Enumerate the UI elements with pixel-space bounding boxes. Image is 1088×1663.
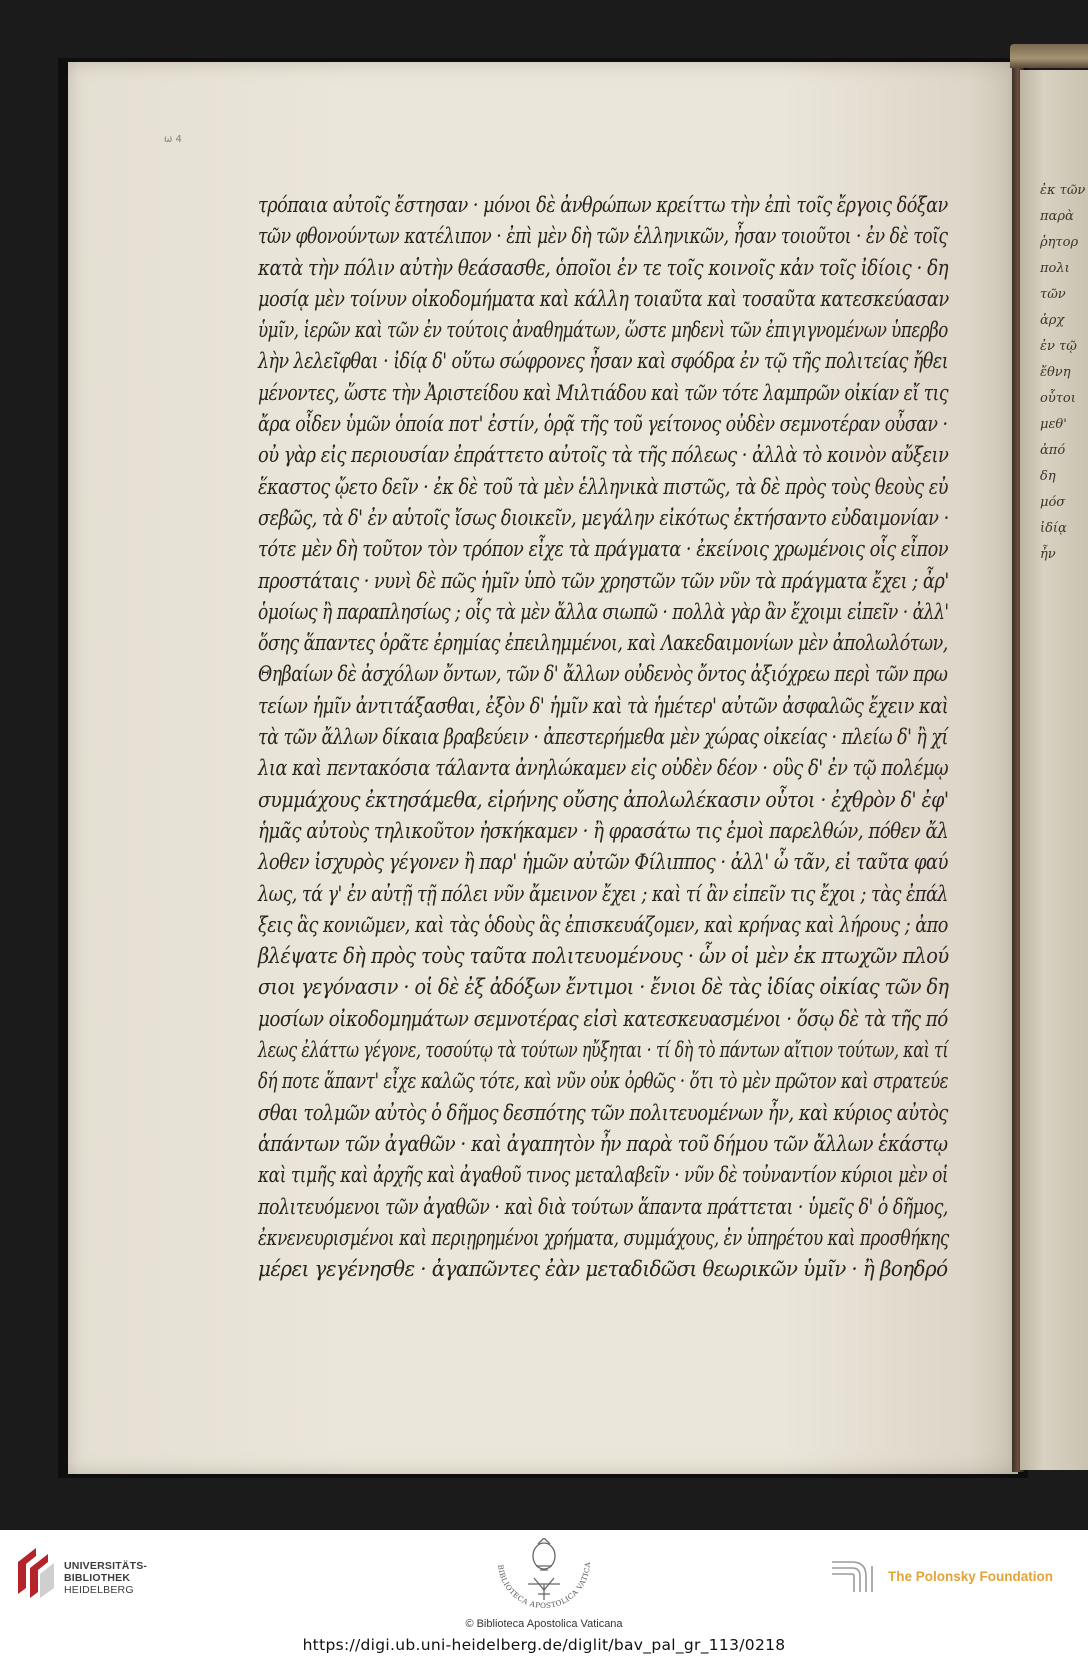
manuscript-line: λὴν λελεῖφθαι · ἰδίᾳ δ' οὕτω σώφρονες ἦσαν καὶ σφόδρα ἐν τῷ τῆς πολιτείας ἤθει	[258, 349, 949, 374]
manuscript-text-block	[258, 190, 949, 1282]
manuscript-line: λοθεν ἰσχυρὸς γέγονεν ἢ παρ' ἡμῶν αὐτῶν Φίλιππος · ἀλλ' ὦ τᾶν, εἰ ταῦτα φαύ	[258, 850, 948, 875]
vatican-seal-text: BIBLIOTECA APOSTOLICA VATICA	[496, 1561, 593, 1611]
manuscript-line: καὶ τιμῆς καὶ ἀρχῆς καὶ ἀγαθοῦ τινος μεταλαβεῖν · νῦν δὲ τοὐναντίον κύριοι μὲν οἱ	[258, 1163, 949, 1188]
permalink-url[interactable]: https://digi.ub.uni-heidelberg.de/diglit/bav_pal_gr_113/0218	[302, 1636, 786, 1654]
polonsky-mark-icon	[830, 1556, 886, 1596]
manuscript-line: οὐ γὰρ εἰς περιουσίαν ἐπράττετο αὐτοῖς τὰ τῆς πόλεως · ἀλλὰ τὸ κοινὸν αὔξειν	[258, 443, 949, 468]
manuscript-line: μέρει γεγένησθε · ἀγαπῶντες ἐὰν μεταδιδῶσι θεωρικῶν ὑμῖν · ἢ βοηδρό	[258, 1257, 948, 1282]
heidelberg-mark-icon	[14, 1544, 58, 1600]
manuscript-line: ὅσης ἅπαντες ὁρᾶτε ἐρημίας ἐπειλημμένοι, καὶ Λακεδαιμονίων μὲν ἀπολωλότων,	[258, 631, 948, 656]
manuscript-line: μένοντες, ὥστε τὴν Ἀριστείδου καὶ Μιλτιάδου καὶ τῶν τότε λαμπρῶν οἰκίαν εἴ τις	[258, 380, 949, 405]
binding-corner	[1010, 44, 1088, 68]
manuscript-line: βλέψατε δὴ πρὸς τοὺς ταῦτα πολιτευομένους · ὧν οἱ μὲν ἐκ πτωχῶν πλού	[258, 944, 949, 969]
manuscript-line: ἄρα οἶδεν ὑμῶν ὁποία ποτ' ἐστίν, ὁρᾷ τῆς τοῦ γείτονος οὐδὲν σεμνοτέραν οὖσαν ·	[258, 412, 948, 437]
manuscript-line: λεως ἐλάττω γέγονε, τοσούτῳ τὰ τούτων ηὔξηται · τί δὴ τὸ πάντων αἴτιον τούτων, καὶ τί	[258, 1038, 949, 1063]
manuscript-line: ἕκαστος ᾤετο δεῖν · ἐκ δὲ τοῦ τὰ μὲν ἑλληνικὰ πιστῶς, τὰ δὲ πρὸς τοὺς θεοὺς εὐ	[258, 474, 948, 499]
manuscript-line: σιοι γεγόνασιν · οἱ δὲ ἐξ ἀδόξων ἔντιμοι · ἔνιοι δὲ τὰς ἰδίας οἰκίας τῶν δη	[258, 975, 949, 1000]
manuscript-line: ὁμοίως ἢ παραπλησίως ; οἷς τὰ μὲν ἄλλα σιωπῶ · πολλὰ γὰρ ἂν ἔχοιμι εἰπεῖν · ἀλλ'	[258, 599, 949, 624]
heidelberg-line2: BIBLIOTHEK	[64, 1572, 131, 1584]
heidelberg-line1: UNIVERSITÄTS-	[64, 1560, 148, 1572]
margin-fragment: οὗτοι	[1040, 391, 1076, 406]
manuscript-line: σεβῶς, τὰ δ' ἐν αὑτοῖς ἴσως διοικεῖν, μεγάλην εἰκότως ἐκτήσαντο εὐδαιμονίαν ·	[258, 505, 949, 530]
margin-fragment: ἐκ τῶν	[1040, 183, 1086, 198]
manuscript-line: μοσίᾳ μὲν τοίνυν οἰκοδομήματα καὶ κάλλη τοιαῦτα καὶ τοσαῦτα κατεσκεύασαν	[258, 286, 949, 311]
heidelberg-logo[interactable]	[14, 1544, 148, 1604]
margin-fragment: μεθ'	[1040, 417, 1067, 432]
margin-fragment: ἔθνη	[1040, 365, 1071, 380]
margin-fragment: ῥητορ	[1040, 235, 1079, 250]
manuscript-line: λια καὶ πεντακόσια τάλαντα ἀνηλώκαμεν εἰς οὐδὲν δέον · οὓς δ' ἐν τῷ πολέμῳ	[258, 756, 949, 781]
vatican-seal-icon	[480, 1538, 608, 1622]
facing-leaf-margin-text	[1040, 178, 1084, 568]
manuscript-line: τρόπαια αὐτοῖς ἔστησαν · μόνοι δὲ ἀνθρώπων κρείττω τὴν ἐπὶ τοῖς ἔργοις δόξαν	[258, 193, 948, 217]
manuscript-line: ἡμᾶς αὐτοὺς τηλικοῦτον ἠσκήκαμεν · ἢ φρασάτω τις ἐμοὶ παρελθών, πόθεν ἄλ	[258, 818, 949, 843]
manuscript-line: ὑμῖν, ἱερῶν καὶ τῶν ἐν τούτοις ἀναθημάτων, ὥστε μηδενὶ τῶν ἐπιγιγνομένων ὑπερβο	[258, 318, 948, 343]
manuscript-line: προστάταις · νυνὶ δὲ πῶς ἡμῖν ὑπὸ τῶν χρηστῶν τῶν νῦν τὰ πράγματα ἔχει ; ἆρ'	[258, 568, 949, 593]
manuscript-line: συμμάχους ἐκτησάμεθα, εἰρήνης οὔσης ἀπολωλέκασιν οὗτοι · ἐχθρὸν δ' ἐφ'	[258, 787, 949, 812]
manuscript-line: τῶν φθονούντων κατέλιπον · ἐπὶ μὲν δὴ τῶν ἑλληνικῶν, ἦσαν τοιοῦτοι · ἐν δὲ τοῖς	[258, 224, 948, 249]
polonsky-logo[interactable]	[830, 1556, 1080, 1596]
heidelberg-wordmark	[64, 1560, 147, 1596]
margin-fragment: μόσ	[1040, 495, 1066, 510]
margin-fragment: ἦν	[1040, 547, 1056, 562]
margin-fragment: ἀρχ	[1040, 313, 1065, 328]
manuscript-line: δή ποτε ἅπαντ' εἶχε καλῶς τότε, καὶ νῦν οὐκ ὀρθῶς · ὅτι τὸ μὲν πρῶτον καὶ στρατεύε	[258, 1069, 949, 1094]
folio-mark: ω 4	[164, 134, 182, 145]
margin-fragment: ἐν τῷ	[1040, 339, 1077, 354]
manuscript-line: τότε μὲν δὴ τοῦτον τὸν τρόπον εἶχε τὰ πράγματα · ἐκείνοις χρωμένοις οἷς εἶπον	[258, 537, 949, 562]
manuscript-line: σθαι τολμῶν αὐτὸς ὁ δῆμος δεσπότης τῶν πολιτευομένων ἦν, καὶ κύριος αὐτὸς	[258, 1100, 948, 1125]
margin-fragment: τῶν	[1040, 287, 1066, 302]
manuscript-line: Θηβαίων δὲ ἀσχόλων ὄντων, τῶν δ' ἄλλων οὐδενὸς ὄντος ἀξιόχρεω περὶ τῶν πρω	[258, 662, 948, 687]
manuscript-line: μοσίων οἰκοδομημάτων σεμνοτέρας εἰσὶ κατεσκευασμένοι · ὅσῳ δὲ τὰ τῆς πό	[258, 1006, 948, 1031]
manuscript-line: ἐκνενευρισμένοι καὶ περιῃρημένοι χρήματα, συμμάχους, ἐν ὑπηρέτου καὶ προσθήκης	[258, 1225, 949, 1250]
margin-fragment: πολι	[1040, 261, 1070, 276]
manuscript-line: τὰ τῶν ἄλλων δίκαια βραβεύειν · ἀπεστερήμεθα μὲν χώρας οἰκείας · πλείω δ' ἢ χί	[258, 725, 948, 750]
margin-fragment: ἰδίᾳ	[1040, 521, 1067, 536]
margin-fragment: ἀπό	[1040, 443, 1066, 458]
vatican-copyright: © Biblioteca Apostolica Vaticana	[465, 1618, 623, 1630]
heidelberg-line3: HEIDELBERG	[64, 1584, 134, 1596]
margin-fragment: δη	[1040, 469, 1056, 484]
manuscript-line: τείων ἡμῖν ἀντιτάξασθαι, ἐξὸν δ' ἡμῖν καὶ τὰ ἡμέτερ' αὐτῶν ἀσφαλῶς ἔχειν καὶ	[258, 693, 949, 718]
polonsky-wordmark: The Polonsky Foundation	[888, 1569, 1053, 1584]
manuscript-line: κατὰ τὴν πόλιν αὐτὴν θεάσασθε, ὁποῖοι ἐν τε τοῖς κοινοῖς κἀν τοῖς ἰδίοις · δη	[258, 255, 949, 280]
svg-text:BIBLIOTECA APOSTOLICA VATICANA	[480, 1538, 592, 1610]
manuscript-line: ξεις ἃς κονιῶμεν, καὶ τὰς ὁδοὺς ἃς ἐπισκευάζομεν, καὶ κρήνας καὶ λήρους ; ἀπο	[258, 912, 948, 937]
margin-fragment: παρὰ	[1040, 209, 1074, 224]
manuscript-line: πολιτευόμενοι τῶν ἀγαθῶν · καὶ διὰ τούτων ἅπαντα πράττεται · ὑμεῖς δ' ὁ δῆμος,	[258, 1194, 948, 1219]
footer	[0, 1530, 1088, 1663]
manuscript-line: ἁπάντων τῶν ἀγαθῶν · καὶ ἀγαπητὸν ἦν παρὰ τοῦ δήμου τῶν ἄλλων ἑκάστῳ	[258, 1131, 948, 1156]
manuscript-line: λως, τά γ' ἐν αὐτῇ τῇ πόλει νῦν ἄμεινον ἔχει ; καὶ τί ἂν εἰπεῖν τις ἔχοι ; τὰς ἐπάλ	[258, 881, 948, 906]
